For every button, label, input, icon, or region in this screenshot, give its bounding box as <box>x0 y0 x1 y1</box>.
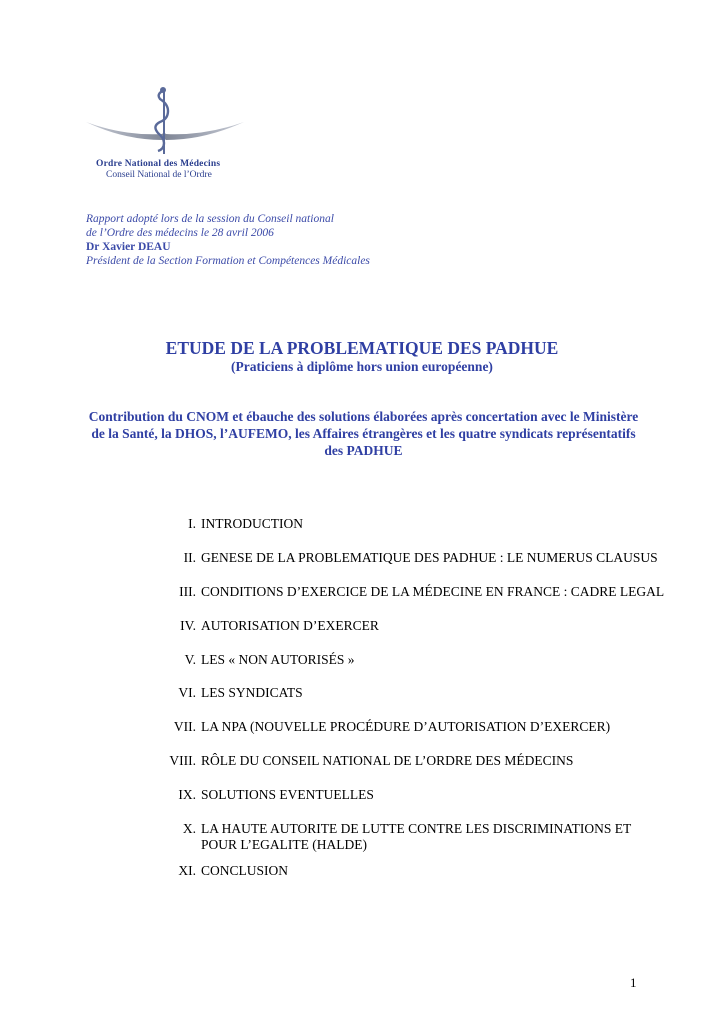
toc-text: CONCLUSION <box>201 863 289 878</box>
page-number: 1 <box>630 975 637 990</box>
toc-text: GENESE DE LA PROBLEMATIQUE DES PADHUE : LE NUMERUS CLAUSUS <box>201 550 658 565</box>
report-line-2: de l’Ordre des médecins le 28 avril 2006 <box>86 227 274 239</box>
report-info <box>86 212 370 268</box>
logo-subtitle: Conseil National de l’Ordre <box>106 170 212 180</box>
toc-text: LA HAUTE AUTORITE DE LUTTE CONTRE LES DISCRIMINATIONS ET POUR L’EGALITE (HALDE) <box>201 821 632 852</box>
toc-number: V. <box>184 652 196 667</box>
toc-text: CONDITIONS D’EXERCICE DE LA MÉDECINE EN FRANCE : CADRE LEGAL <box>201 584 665 599</box>
toc-text: LES SYNDICATS <box>201 685 303 700</box>
report-line-1: Rapport adopté lors de la session du Conseil national <box>86 213 334 225</box>
document-title: ETUDE DE LA PROBLEMATIQUE DES PADHUE <box>165 338 559 358</box>
toc-text: AUTORISATION D’EXERCER <box>201 618 379 633</box>
toc-number: III. <box>179 584 196 599</box>
toc-number: II. <box>183 550 196 565</box>
toc-number: VII. <box>173 719 196 734</box>
toc-number: VIII. <box>169 753 196 768</box>
toc-text: INTRODUCTION <box>201 516 303 531</box>
document-subtitle: (Praticiens à diplôme hors union européenne) <box>231 359 493 374</box>
ordre-logo <box>84 82 254 182</box>
toc-text: LES « NON AUTORISÉS » <box>201 652 355 667</box>
contribution-text: Contribution du CNOM et ébauche des solutions élaborées après concertation avec le Ministère de la Santé, la DHOS, l’AUFEMO, les Affaires étrangères et les quatre syndicats représentatifs des PADHUE <box>88 409 639 458</box>
toc-number: XI. <box>178 863 196 878</box>
toc-text: RÔLE DU CONSEIL NATIONAL DE L’ORDRE DES MÉDECINS <box>201 753 574 768</box>
toc-number: IX. <box>178 787 196 802</box>
toc-text: SOLUTIONS EVENTUELLES <box>201 787 374 802</box>
caduceus-icon <box>84 82 254 158</box>
report-author-role: Président de la Section Formation et Compétences Médicales <box>86 255 370 267</box>
toc-number: IV. <box>180 618 196 633</box>
toc-number: VI. <box>178 685 196 700</box>
report-author: Dr Xavier DEAU <box>86 241 171 253</box>
logo-title: Ordre National des Médecins <box>96 159 221 169</box>
toc-text: LA NPA (NOUVELLE PROCÉDURE D’AUTORISATION D’EXERCER) <box>201 719 611 734</box>
toc-number: I. <box>188 516 196 531</box>
toc-number: X. <box>182 821 196 836</box>
